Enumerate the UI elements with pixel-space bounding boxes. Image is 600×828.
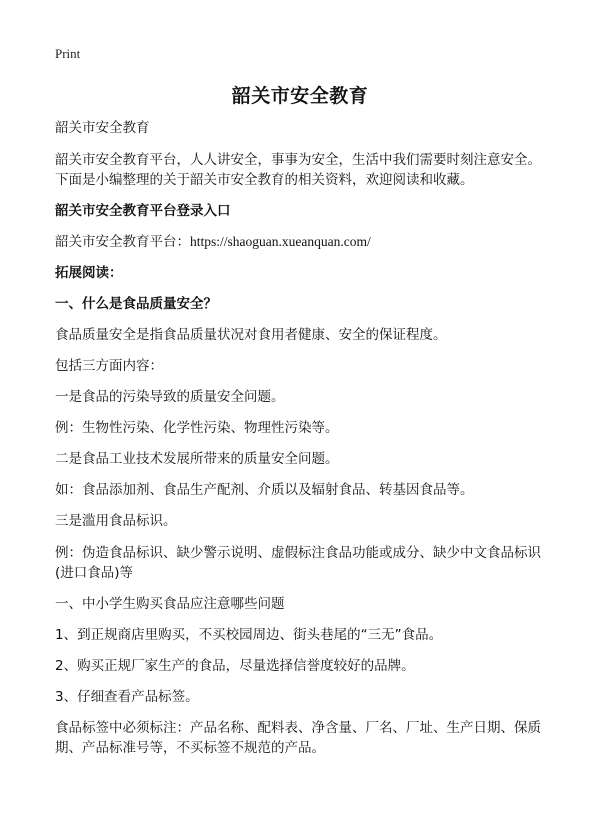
platform-label: 韶关市安全教育平台： xyxy=(55,234,190,250)
login-heading: 韶关市安全教育平台登录入口 xyxy=(55,203,231,219)
extended-reading-heading: 拓展阅读： xyxy=(55,265,123,281)
platform-url-link[interactable]: https://shaoguan.xueanquan.com/ xyxy=(190,234,371,249)
intro-paragraph-line-1: 韶关市安全教育平台，人人讲安全，事事为安全，生活中我们需要时刻注意安全。 xyxy=(55,152,541,168)
section1-heading: 一、什么是食品质量安全？ xyxy=(55,296,217,312)
list-item-1: 1、到正规商店里购买，不买校园周边、街头巷尾的“三无”食品。 xyxy=(55,627,443,643)
paragraph-aspect-2: 二是食品工业技术发展所带来的质量安全问题。 xyxy=(55,451,339,467)
list-item-2: 2、购买正规厂家生产的食品，尽量选择信誉度较好的品牌。 xyxy=(55,658,415,674)
section2-heading: 一、中小学生购买食品应注意哪些问题 xyxy=(55,596,285,612)
page-title: 韶关市安全教育 xyxy=(231,85,369,107)
platform-line xyxy=(55,232,555,252)
label-paragraph-line-2: 期、产品标准号等，不买标签不规范的产品。 xyxy=(55,740,325,756)
print-link[interactable]: Print xyxy=(55,46,81,61)
paragraph-definition: 食品质量安全是指食品质量状况对食用者健康、安全的保证程度。 xyxy=(55,327,447,343)
list-item-3: 3、仔细查看产品标签。 xyxy=(55,689,199,705)
paragraph-example-3-line-1: 例：伪造食品标识、缺少警示说明、虚假标注食品功能或成分、缺少中文食品标识 xyxy=(55,545,541,561)
paragraph-aspect-1: 一是食品的污染导致的质量安全问题。 xyxy=(55,389,285,405)
paragraph-example-3-line-2: (进口食品)等 xyxy=(55,565,134,581)
label-paragraph-line-1: 食品标签中必须标注：产品名称、配料表、净含量、厂名、厂址、生产日期、保质 xyxy=(55,720,541,736)
article-subtitle: 韶关市安全教育 xyxy=(55,120,150,136)
intro-paragraph-line-2: 下面是小编整理的关于韶关市安全教育的相关资料，欢迎阅读和收藏。 xyxy=(55,172,474,188)
paragraph-three-aspects: 包括三方面内容： xyxy=(55,358,163,374)
paragraph-example-1: 例：生物性污染、化学性污染、物理性污染等。 xyxy=(55,420,339,436)
paragraph-example-2: 如：食品添加剂、食品生产配剂、介质以及辐射食品、转基因食品等。 xyxy=(55,482,474,498)
paragraph-aspect-3: 三是滥用食品标识。 xyxy=(55,513,177,529)
